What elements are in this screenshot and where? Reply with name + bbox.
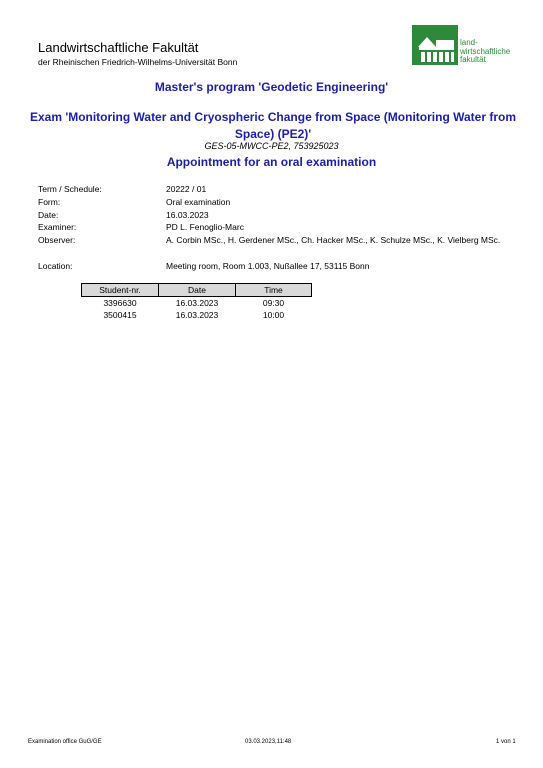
table-row: [82, 297, 312, 310]
faculty-logo: [412, 25, 458, 65]
column-header-time: Time: [236, 284, 312, 297]
detail-value: PD L. Fenoglio-Marc: [166, 222, 244, 232]
cell-time: 10:00: [262, 310, 285, 320]
detail-form: [38, 197, 231, 207]
detail-value: 20222 / 01: [166, 184, 207, 194]
detail-label: Date:: [38, 210, 59, 220]
cell-student-nr: 3500415: [103, 310, 137, 320]
cell-date: 16.03.2023: [175, 298, 219, 308]
cell-time: 09:30: [262, 298, 285, 308]
detail-value: 16.03.2023: [166, 210, 209, 220]
detail-value: Oral examination: [166, 197, 231, 207]
detail-value: Meeting room, Room 1.003, Nußallee 17, 53115 Bonn: [166, 261, 370, 271]
footer-office: Examination office GuG/GE: [28, 739, 102, 745]
detail-location: [38, 261, 370, 271]
program-title: Master's program 'Geodetic Engineering': [154, 80, 389, 94]
detail-label: Examiner:: [38, 222, 77, 232]
appointment-table: [81, 283, 312, 321]
exam-title-line-1: Exam 'Monitoring Water and Cryospheric Change from Space (Monitoring Water from: [29, 110, 516, 124]
detail-label: Observer:: [38, 235, 76, 245]
footer-timestamp: 03.03.2023,11:48: [245, 739, 292, 745]
detail-observer: [38, 235, 501, 245]
footer-page-number: 1 von 1: [496, 739, 516, 745]
module-code: GES-05-MWCC-PE2, 753925023: [204, 141, 339, 151]
column-header-student-nr: Student-nr.: [82, 284, 159, 297]
logo-text-line: land-: [460, 38, 478, 47]
logo-text-line: wirtschaftliche: [460, 46, 511, 56]
university-name: der Rheinischen Friedrich-Wilhelms-Universität Bonn: [38, 57, 238, 67]
detail-examiner: [38, 222, 244, 232]
table-header-row: [82, 284, 312, 297]
detail-label: Location:: [38, 261, 73, 271]
cell-date: 16.03.2023: [175, 310, 219, 320]
cell-student-nr: 3396630: [103, 298, 137, 308]
detail-label: Term / Schedule:: [38, 184, 102, 194]
logo-text: [460, 39, 510, 65]
detail-label: Form:: [38, 197, 61, 207]
logo-text-line: fakultät: [460, 55, 486, 64]
column-header-date: Date: [159, 284, 236, 297]
exam-title-line-2: Space) (PE2)': [234, 127, 312, 141]
table-row: [82, 309, 312, 321]
detail-term: [38, 184, 207, 194]
faculty-name: Landwirtschaftliche Fakultät: [38, 40, 199, 55]
detail-value: A. Corbin MSc., H. Gerdener MSc., Ch. Hacker MSc., K. Schulze MSc., K. Vielberg MSc.: [166, 235, 501, 245]
detail-date: [38, 210, 209, 220]
appointment-heading: Appointment for an oral examination: [166, 155, 377, 169]
exam-title: [28, 109, 518, 143]
